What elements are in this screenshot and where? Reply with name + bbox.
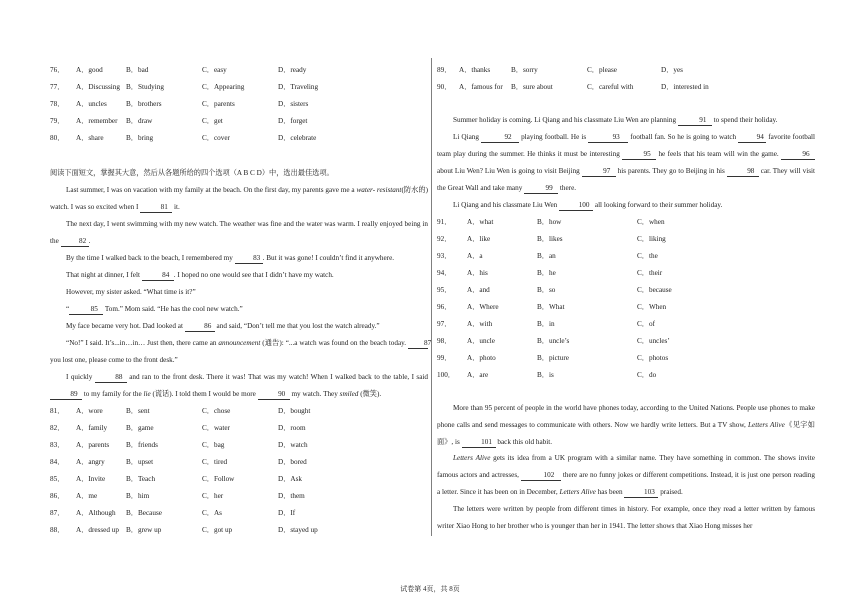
- question-number: 91．: [437, 218, 452, 226]
- page-footer: 试卷第 4页，共 8页: [400, 585, 460, 593]
- question-number: 100．: [437, 371, 455, 379]
- option-b: B．in: [537, 320, 555, 328]
- option-b: B．uncle’s: [537, 337, 570, 345]
- blank-87: 87: [408, 339, 428, 349]
- option-a: A．like: [467, 235, 491, 243]
- option-a: A．Where: [467, 303, 499, 311]
- option-d: D．watch: [278, 441, 308, 449]
- blank-82: 82: [61, 237, 89, 247]
- blank-83: 83: [235, 254, 263, 264]
- option-c: C．As: [202, 509, 222, 517]
- blank-88: 88: [95, 373, 127, 383]
- option-row: [50, 471, 428, 488]
- option-b: B．an: [537, 252, 556, 260]
- option-d: D．sisters: [278, 100, 309, 108]
- question-number: 85．: [50, 475, 65, 483]
- question-number: 93．: [437, 252, 452, 260]
- question-number: 94．: [437, 269, 452, 277]
- option-d: D．forget: [278, 117, 308, 125]
- option-b: B．friends: [126, 441, 158, 449]
- option-a: A．with: [467, 320, 493, 328]
- option-a: A．thanks: [459, 66, 491, 74]
- question-number: 96．: [437, 303, 452, 311]
- blank-89: 89: [50, 390, 82, 400]
- option-row: [50, 130, 428, 147]
- option-d: D．Traveling: [278, 83, 319, 91]
- option-row: [50, 62, 428, 79]
- option-d: D．celebrate: [278, 134, 317, 142]
- option-c: C．the: [637, 252, 658, 260]
- option-b: B．is: [537, 371, 554, 379]
- paragraph: “No!” I said. It’s...in…in… Just then, there came an announcement (通告): “...a watch was found on the beach today. 87 you lost one, please come to the front desk.”: [50, 339, 432, 364]
- paragraph: Summer holiday is coming. Li Qiang and his classmate Liu Wen are planning 91 to spend their holiday.: [453, 116, 778, 124]
- question-number: 76．: [50, 66, 65, 74]
- option-row: [437, 350, 815, 367]
- option-c: C．tired: [202, 458, 228, 466]
- option-a: A．and: [467, 286, 490, 294]
- option-c: C．got up: [202, 526, 233, 534]
- option-b: B．likes: [537, 235, 563, 243]
- blank-92: 92: [481, 133, 519, 143]
- options-91-100: [437, 214, 815, 384]
- option-b: B．Studying: [126, 83, 164, 91]
- question-number: 83．: [50, 441, 65, 449]
- option-d: D．them: [278, 492, 305, 500]
- blank-101: 101: [462, 438, 496, 448]
- question-number: 97．: [437, 320, 452, 328]
- option-b: B．how: [537, 218, 562, 226]
- right-column: [437, 62, 815, 534]
- options-76-80: [50, 62, 428, 147]
- option-row: [50, 522, 428, 539]
- option-c: C．please: [587, 66, 617, 74]
- paragraph: The next day, I went swimming with my new watch. The weather was fine and the water was warm. I really enjoyed being in the 82 .: [50, 220, 428, 245]
- blank-90: 90: [258, 390, 290, 400]
- option-b: B．grew up: [126, 526, 162, 534]
- option-b: B．draw: [126, 117, 153, 125]
- option-row: [50, 437, 428, 454]
- question-number: 78．: [50, 100, 65, 108]
- paragraph: My face became very hot. Dad looked at 86 and said, “Don’t tell me that you lost the watch already.”: [66, 322, 380, 330]
- question-number: 86．: [50, 492, 65, 500]
- question-number: 98．: [437, 337, 452, 345]
- option-b: B．sent: [126, 407, 150, 415]
- option-d: D．stayed up: [278, 526, 318, 534]
- option-c: C．when: [637, 218, 665, 226]
- option-c: C．get: [202, 117, 223, 125]
- option-c: C．liking: [637, 235, 666, 243]
- option-b: B．picture: [537, 354, 569, 362]
- question-number: 82．: [50, 424, 65, 432]
- option-c: C．water: [202, 424, 230, 432]
- option-c: C．cover: [202, 134, 230, 142]
- blank-94: 94: [738, 133, 766, 143]
- paragraph: Letters Alive gets its idea from a UK program with a similar name. They have something in common. The shows invite famous actors and actresses, 102 there are no funny jokes or different competitions. Instead, it is just one person reading a letter. Since it has been on in December, Letters Alive has been 103 praised.: [437, 454, 815, 496]
- option-d: D．room: [278, 424, 306, 432]
- option-c: C．because: [637, 286, 672, 294]
- option-row: [437, 62, 815, 79]
- option-row: [50, 79, 428, 96]
- option-row: [50, 454, 428, 471]
- option-a: A．Discussing: [76, 83, 120, 91]
- paragraph: “ 85 Tom.” Mom said. “He has the cool new watch.”: [66, 305, 243, 313]
- blank-81: 81: [140, 203, 172, 213]
- option-row: [50, 403, 428, 420]
- option-b: B．game: [126, 424, 154, 432]
- blank-99: 99: [524, 184, 558, 194]
- paragraph: The letters were written by people from different times in history. For example, once they read a letter written by famous writer Xiao Hong to her brother who is younger than her in 1941. The letter shows that Xiao Hong misses her: [437, 504, 815, 530]
- paragraph: More than 95 percent of people in the world have phones today, according to the United Nations. People use phones to make phone calls and send messages to communicate with others. Now we hardly write letters. But a TV show, Letters Alive《见字如面》, is 101 back this old habit.: [437, 404, 815, 446]
- option-d: D．Ask: [278, 475, 302, 483]
- blank-102: 102: [521, 471, 561, 481]
- blank-93: 93: [588, 133, 628, 143]
- option-b: B．him: [126, 492, 150, 500]
- option-d: D．ready: [278, 66, 307, 74]
- blank-84: 84: [142, 271, 174, 281]
- option-a: A．photo: [467, 354, 496, 362]
- option-d: D．bought: [278, 407, 311, 415]
- option-row: [50, 505, 428, 522]
- option-row: [437, 367, 815, 384]
- question-number: 95．: [437, 286, 452, 294]
- option-a: A．uncle: [467, 337, 495, 345]
- passage-holiday: [437, 112, 815, 214]
- option-b: B．sure about: [511, 83, 553, 91]
- blank-85: 85: [69, 305, 103, 315]
- option-b: B．Because: [126, 509, 162, 517]
- option-c: C．When: [637, 303, 667, 311]
- option-d: D．interested in: [661, 83, 709, 91]
- paragraph: Li Qiang and his classmate Liu Wen 100 all looking forward to their summer holiday.: [453, 201, 723, 209]
- options-81-88: [50, 403, 428, 539]
- option-b: B．brothers: [126, 100, 162, 108]
- option-row: [50, 113, 428, 130]
- question-number: 77．: [50, 83, 65, 91]
- paragraph: By the time I walked back to the beach, I remembered my 83 . But it was gone! I couldn’t find it anywhere.: [66, 254, 395, 262]
- left-column: [50, 62, 432, 539]
- option-row: [437, 79, 815, 96]
- option-a: A．what: [467, 218, 494, 226]
- option-c: C．Follow: [202, 475, 235, 483]
- option-b: B．he: [537, 269, 556, 277]
- option-a: A．remember: [76, 117, 118, 125]
- option-a: A．parents: [76, 441, 110, 449]
- blank-86: 86: [185, 322, 215, 332]
- paragraph: However, my sister asked. “What time is it?”: [66, 288, 196, 296]
- paragraph: Last summer, I was on vacation with my family at the beach. On the first day, my parents gave me a water- resistant(防水的) watch. I was so excited when I 81 it.: [50, 186, 428, 211]
- option-row: [437, 333, 815, 350]
- option-row: [437, 231, 815, 248]
- question-number: 92．: [437, 235, 452, 243]
- question-number: 79．: [50, 117, 65, 125]
- option-d: D．If: [278, 509, 296, 517]
- question-number: 88．: [50, 526, 65, 534]
- option-b: B．upset: [126, 458, 154, 466]
- option-a: A．share: [76, 134, 104, 142]
- option-c: C．her: [202, 492, 224, 500]
- option-c: C．parents: [202, 100, 235, 108]
- option-c: C．Appearing: [202, 83, 245, 91]
- option-row: [437, 248, 815, 265]
- question-number: 99．: [437, 354, 452, 362]
- paragraph: That night at dinner, I felt 84 . I hoped no one would see that I didn’t have my watch.: [66, 271, 334, 279]
- option-b: B．bring: [126, 134, 154, 142]
- option-c: C．bag: [202, 441, 225, 449]
- blank-98: 98: [727, 167, 759, 177]
- option-b: B．so: [537, 286, 556, 294]
- option-c: C．careful with: [587, 83, 634, 91]
- option-b: B．bad: [126, 66, 149, 74]
- option-a: A．good: [76, 66, 103, 74]
- blank-91: 91: [678, 116, 712, 126]
- option-a: A．dressed up: [76, 526, 119, 534]
- blank-97: 97: [582, 167, 616, 177]
- option-c: C．easy: [202, 66, 227, 74]
- option-a: A．uncles: [76, 100, 107, 108]
- option-a: A．a: [467, 252, 483, 260]
- paragraph: I quickly 88 and ran to the front desk. There it was! That was my watch! When I walked back to the table, I said 89 to my family for the lie (谎话). I told them I would be more 90 my watch. They smiled (微笑).: [50, 369, 428, 403]
- option-d: D．bored: [278, 458, 307, 466]
- option-a: A．Although: [76, 509, 116, 517]
- option-b: B．Teach: [126, 475, 156, 483]
- paragraph: Li Qiang 92 playing football. He is 93 football fan. So he is going to watch 94 favorite football team play during the summer. He thinks it must be interesting 95 he feels that his team will win the game. 96 about Liu Wen? Liu Wen is going to visit Beijing 97 his parents. They go to Beijing in his 98 car. They will visit the Great Wall and take many 99 there.: [437, 133, 815, 192]
- option-d: D．yes: [661, 66, 683, 74]
- option-row: [50, 488, 428, 505]
- option-row: [437, 299, 815, 316]
- passage-letters: [437, 400, 815, 534]
- blank-96: 96: [781, 150, 815, 160]
- option-a: A．me: [76, 492, 98, 500]
- option-c: C．photos: [637, 354, 669, 362]
- question-number: 89．: [437, 66, 452, 74]
- option-c: C．uncles’: [637, 337, 670, 345]
- blank-95: 95: [622, 150, 656, 160]
- blank-103: 103: [624, 488, 658, 498]
- option-a: A．his: [467, 269, 488, 277]
- option-a: A．famous for: [459, 83, 503, 91]
- option-row: [437, 214, 815, 231]
- option-row: [437, 265, 815, 282]
- option-row: [437, 282, 815, 299]
- options-89-90: [437, 62, 815, 96]
- option-row: [437, 316, 815, 333]
- option-row: [50, 420, 428, 437]
- blank-100: 100: [559, 201, 593, 211]
- question-number: 84．: [50, 458, 65, 466]
- column-divider: [431, 58, 432, 536]
- option-b: B．sorry: [511, 66, 538, 74]
- instruction-text: 阅读下面短文，掌握其大意，然后从各题所给的四个选项（A B C D）中，选出最佳选项。: [50, 169, 334, 177]
- option-a: A．Invite: [76, 475, 106, 483]
- option-c: C．do: [637, 371, 657, 379]
- question-number: 80．: [50, 134, 65, 142]
- option-a: A．wore: [76, 407, 103, 415]
- option-b: B．What: [537, 303, 565, 311]
- option-a: A．family: [76, 424, 108, 432]
- option-row: [50, 96, 428, 113]
- option-a: A．are: [467, 371, 489, 379]
- passage-watch: [50, 182, 432, 403]
- question-number: 87．: [50, 509, 65, 517]
- question-number: 81．: [50, 407, 65, 415]
- option-c: C．their: [637, 269, 663, 277]
- option-a: A．angry: [76, 458, 105, 466]
- option-c: C．chose: [202, 407, 231, 415]
- question-number: 90．: [437, 83, 452, 91]
- option-c: C．of: [637, 320, 655, 328]
